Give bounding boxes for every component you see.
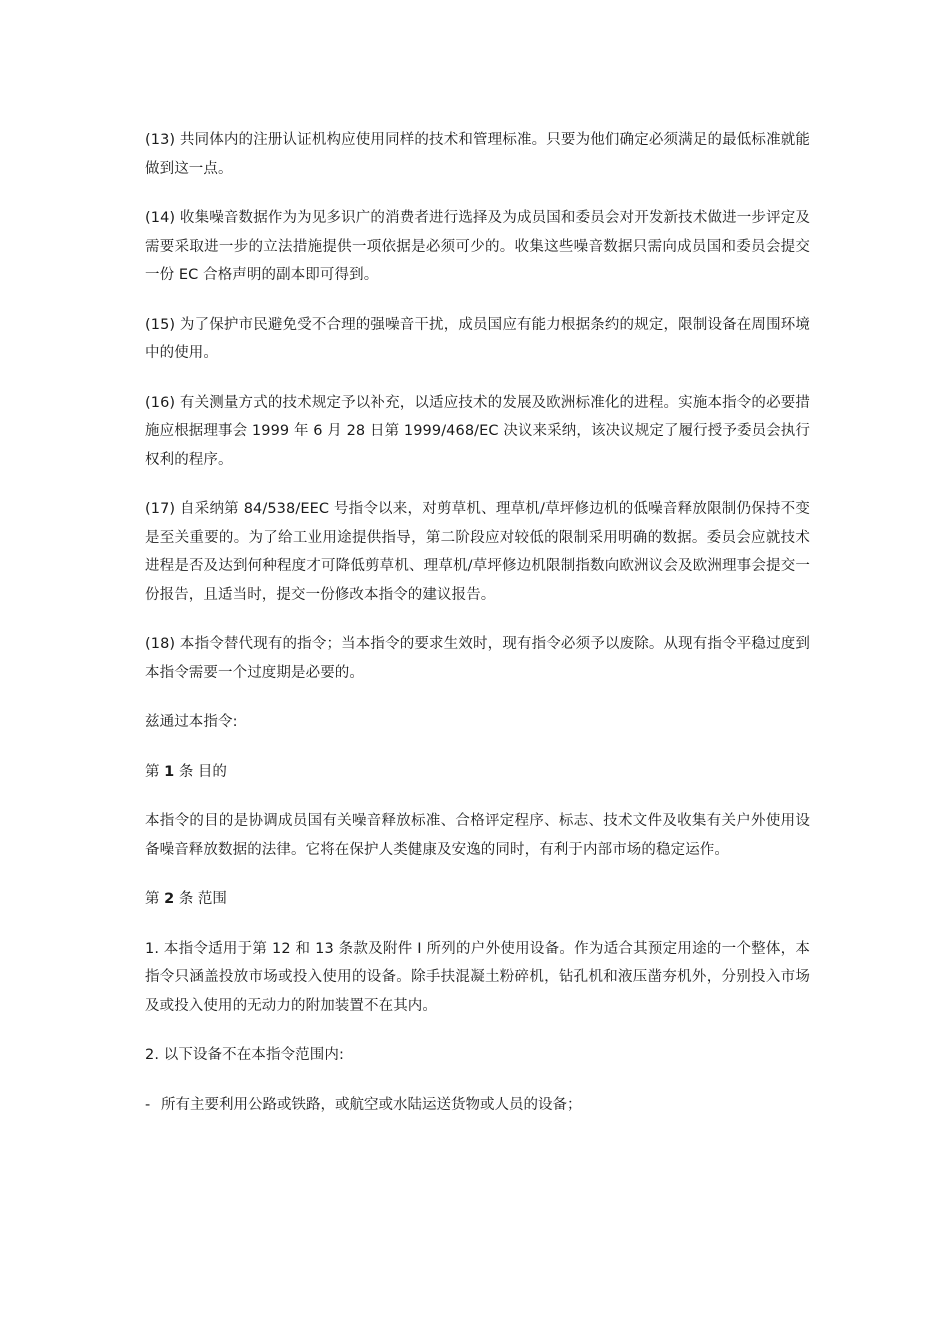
document-page xyxy=(145,126,810,1119)
article-1-number: 1 xyxy=(164,763,175,780)
article-2-dash-item-1 xyxy=(145,1091,810,1120)
dash-marker: - xyxy=(145,1096,151,1113)
paragraph-13: (13) 共同体内的注册认证机构应使用同样的技术和管理标准。只要为他们确定必须满足的最低标准就能做到这一点。 xyxy=(145,132,810,177)
paragraph-15: (15) 为了保护市民避免受不合理的强噪音干扰，成员国应有能力根据条约的规定，限制设备在周围环境中的使用。 xyxy=(145,316,810,361)
adoption-statement: 兹通过本指令: xyxy=(145,714,238,730)
article-2-heading xyxy=(145,885,810,914)
article-2-item-1: 1. 本指令适用于第 12 和 13 条款及附件 I 所列的户外使用设备。作为适合其预定用途的一个整体，本指令只涵盖投放市场或投入使用的设备。除手扶混凝土粉碎机，钻孔机和液压凿夯机外，分别投入市场及或投入使用的无动力的附加装置不在其内。 xyxy=(145,940,810,1014)
paragraph-16: (16) 有关测量方式的技术规定予以补充，以适应技术的发展及欧洲标准化的进程。实施本指令的必要措施应根据理事会 1999 年 6 月 28 日第 1999/468/EC 决议来采纳，该决议规定了履行授予委员会执行权利的程序。 xyxy=(145,394,810,468)
article-1-body: 本指令的目的是协调成员国有关噪音释放标准、合格评定程序、标志、技术文件及收集有关户外使用设备噪音释放数据的法律。它将在保护人类健康及安逸的同时，有利于内部市场的稳定运作。 xyxy=(145,813,810,858)
paragraph-17: (17) 自采纳第 84/538/EEC 号指令以来，对剪草机、理草机/草坪修边机的低噪音释放限制仍保持不变是至关重要的。为了给工业用途提供指导，第二阶段应对较低的限制采用明确的数据。委员会应就技术进程是否及达到何种程度才可降低剪草机、理草机/草坪修边机限制指数向欧洲议会及欧洲理事会提交一份报告，且适当时，提交一份修改本指令的建议报告。 xyxy=(145,501,810,603)
article-2-item-2: 2. 以下设备不在本指令范围内: xyxy=(145,1047,344,1063)
paragraph-18: (18) 本指令替代现有的指令；当本指令的要求生效时，现有指令必须予以废除。从现有指令平稳过度到本指令需要一个过度期是必要的。 xyxy=(145,636,810,681)
article-1-title: 条 目的 xyxy=(178,763,227,780)
article-1-heading xyxy=(145,758,810,787)
article-2-title: 条 范围 xyxy=(178,891,227,907)
article-1-prefix: 第 xyxy=(145,763,160,780)
article-2-prefix: 第 xyxy=(145,891,160,907)
article-2-number: 2 xyxy=(164,891,175,907)
paragraph-14: (14) 收集噪音数据作为为见多识广的消费者进行选择及为成员国和委员会对开发新技术做进一步评定及需要采取进一步的立法措施提供一项依据是必须可少的。收集这些噪音数据只需向成员国和委员会提交一份 EC 合格声明的副本即可得到。 xyxy=(145,210,810,283)
dash-item-text: 所有主要利用公路或铁路，或航空或水陆运送货物或人员的设备； xyxy=(161,1096,582,1113)
